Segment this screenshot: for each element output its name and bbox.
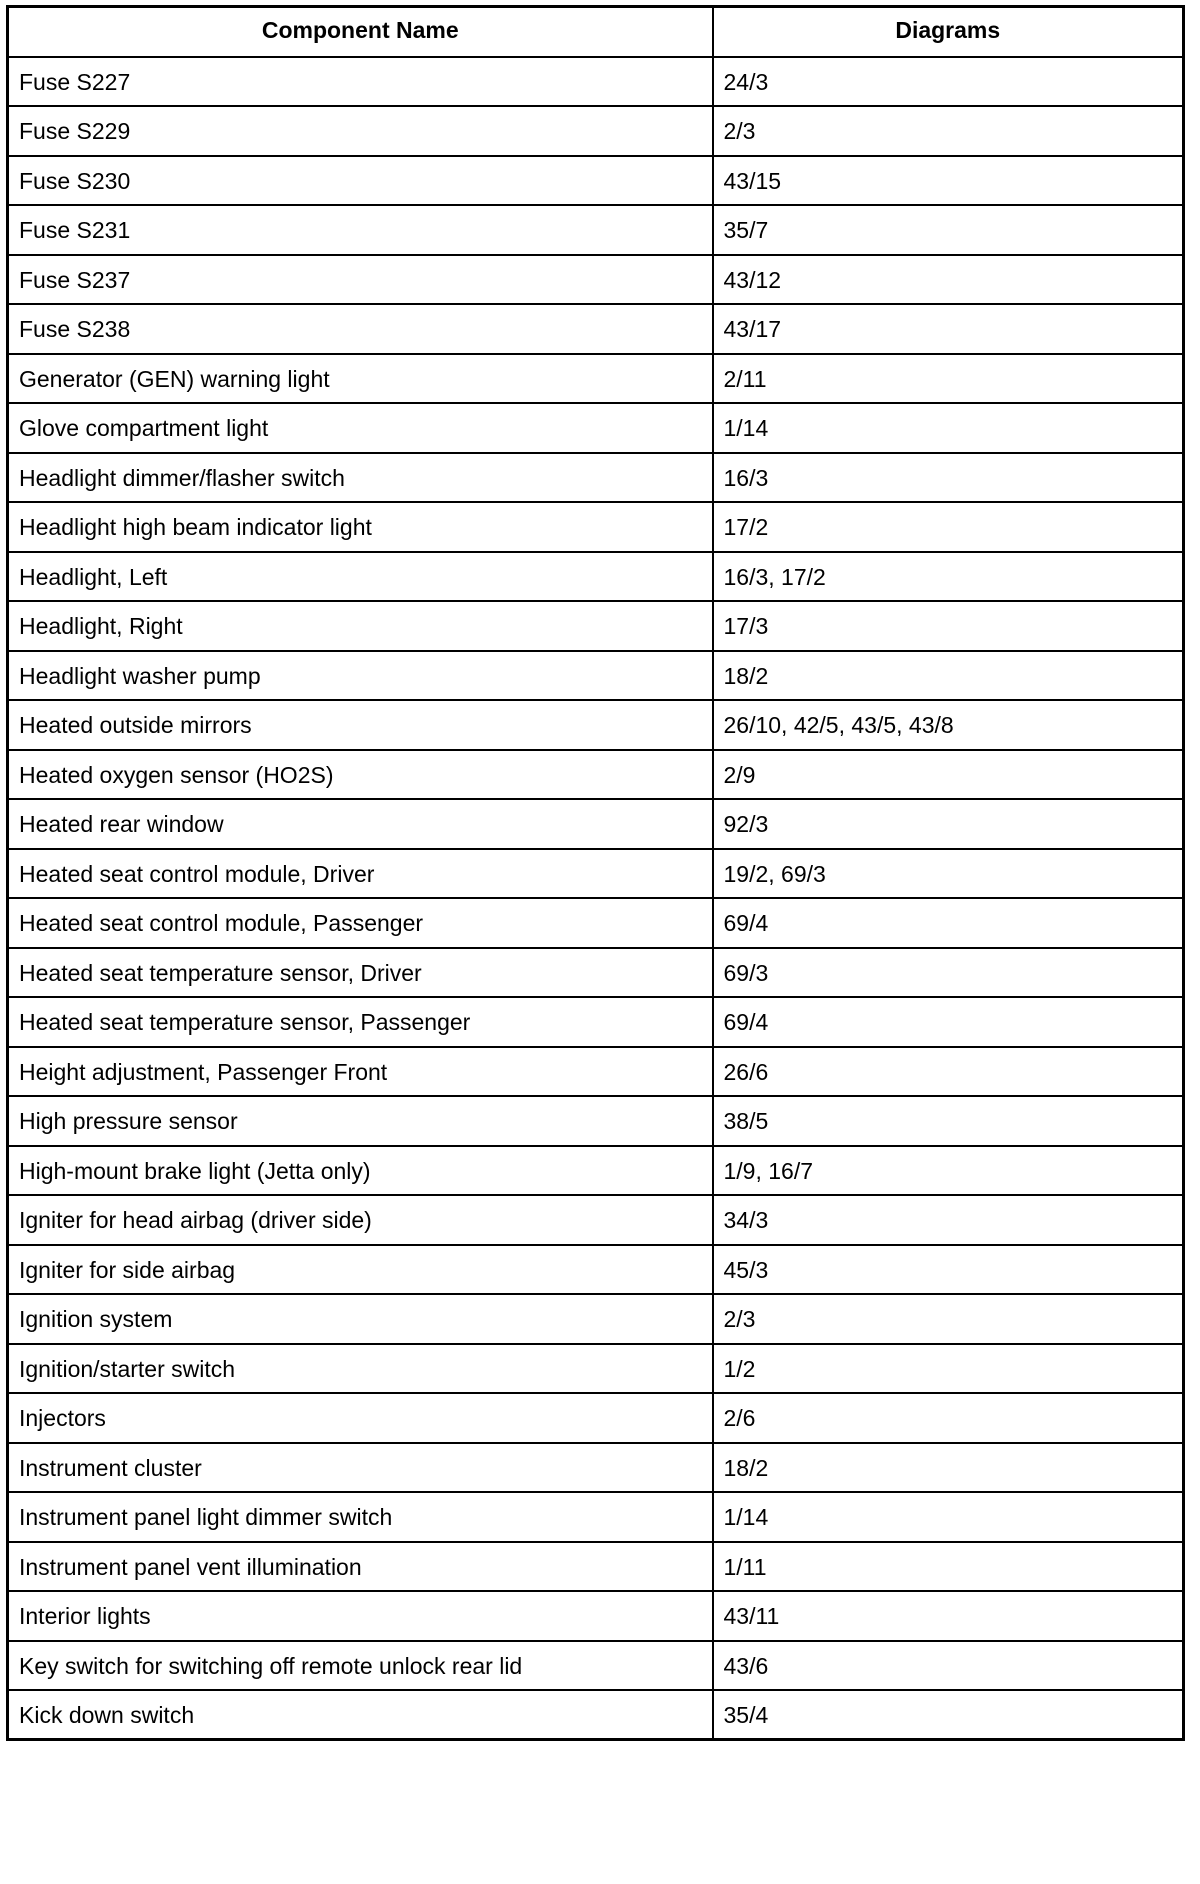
- diagrams-cell: 43/17: [713, 304, 1184, 354]
- table-row: [8, 1641, 1184, 1691]
- component-name-cell: Instrument panel light dimmer switch: [8, 1492, 713, 1542]
- component-name-cell: Heated oxygen sensor (HO2S): [8, 750, 713, 800]
- table-row: [8, 948, 1184, 998]
- table-row: [8, 205, 1184, 255]
- diagrams-cell: 2/3: [713, 1294, 1184, 1344]
- table-row: [8, 1146, 1184, 1196]
- diagrams-cell: 26/6: [713, 1047, 1184, 1097]
- table-row: [8, 1690, 1184, 1740]
- component-name-cell: Heated seat control module, Driver: [8, 849, 713, 899]
- component-name-cell: Fuse S237: [8, 255, 713, 305]
- header-component-name: Component Name: [8, 7, 713, 57]
- diagrams-cell: 1/14: [713, 403, 1184, 453]
- table-row: [8, 106, 1184, 156]
- component-diagram-table: [6, 5, 1185, 1741]
- table-row: [8, 304, 1184, 354]
- diagrams-cell: 1/2: [713, 1344, 1184, 1394]
- diagrams-cell: 26/10, 42/5, 43/5, 43/8: [713, 700, 1184, 750]
- table-row: [8, 1542, 1184, 1592]
- diagrams-cell: 2/11: [713, 354, 1184, 404]
- component-name-cell: Fuse S230: [8, 156, 713, 206]
- component-name-cell: Fuse S231: [8, 205, 713, 255]
- diagrams-cell: 43/11: [713, 1591, 1184, 1641]
- diagrams-cell: 2/9: [713, 750, 1184, 800]
- diagrams-cell: 16/3, 17/2: [713, 552, 1184, 602]
- diagrams-cell: 18/2: [713, 651, 1184, 701]
- diagrams-cell: 43/12: [713, 255, 1184, 305]
- diagrams-cell: 69/4: [713, 997, 1184, 1047]
- diagrams-cell: 69/3: [713, 948, 1184, 998]
- diagrams-cell: 43/6: [713, 1641, 1184, 1691]
- header-row: [8, 7, 1184, 57]
- component-name-cell: High-mount brake light (Jetta only): [8, 1146, 713, 1196]
- component-name-cell: Generator (GEN) warning light: [8, 354, 713, 404]
- table-row: [8, 1096, 1184, 1146]
- table-row: [8, 1591, 1184, 1641]
- component-name-cell: Fuse S227: [8, 57, 713, 107]
- component-name-cell: Heated seat control module, Passenger: [8, 898, 713, 948]
- component-name-cell: Key switch for switching off remote unlock rear lid: [8, 1641, 713, 1691]
- diagrams-cell: 38/5: [713, 1096, 1184, 1146]
- diagrams-cell: 16/3: [713, 453, 1184, 503]
- component-name-cell: Fuse S238: [8, 304, 713, 354]
- component-name-cell: Igniter for head airbag (driver side): [8, 1195, 713, 1245]
- table-row: [8, 1047, 1184, 1097]
- table-row: [8, 1195, 1184, 1245]
- diagrams-cell: 45/3: [713, 1245, 1184, 1295]
- diagrams-cell: 34/3: [713, 1195, 1184, 1245]
- diagrams-cell: 1/14: [713, 1492, 1184, 1542]
- table-row: [8, 700, 1184, 750]
- component-name-cell: Ignition/starter switch: [8, 1344, 713, 1394]
- diagrams-cell: 69/4: [713, 898, 1184, 948]
- component-name-cell: Headlight dimmer/flasher switch: [8, 453, 713, 503]
- component-name-cell: Height adjustment, Passenger Front: [8, 1047, 713, 1097]
- table-row: [8, 651, 1184, 701]
- table-row: [8, 156, 1184, 206]
- table-row: [8, 1245, 1184, 1295]
- diagrams-cell: 19/2, 69/3: [713, 849, 1184, 899]
- table-row: [8, 849, 1184, 899]
- component-name-cell: Headlight, Right: [8, 601, 713, 651]
- table-row: [8, 898, 1184, 948]
- diagrams-cell: 1/9, 16/7: [713, 1146, 1184, 1196]
- table-row: [8, 1344, 1184, 1394]
- table-row: [8, 997, 1184, 1047]
- table-row: [8, 552, 1184, 602]
- diagrams-cell: 17/3: [713, 601, 1184, 651]
- component-index-sheet: [6, 5, 1182, 1741]
- diagrams-cell: 35/7: [713, 205, 1184, 255]
- component-name-cell: Headlight, Left: [8, 552, 713, 602]
- table-row: [8, 1393, 1184, 1443]
- diagrams-cell: 43/15: [713, 156, 1184, 206]
- table-row: [8, 354, 1184, 404]
- diagrams-cell: 18/2: [713, 1443, 1184, 1493]
- header-diagrams: Diagrams: [713, 7, 1184, 57]
- diagrams-cell: 17/2: [713, 502, 1184, 552]
- table-row: [8, 403, 1184, 453]
- component-name-cell: Heated seat temperature sensor, Passenger: [8, 997, 713, 1047]
- component-name-cell: Headlight high beam indicator light: [8, 502, 713, 552]
- table-row: [8, 1294, 1184, 1344]
- diagrams-cell: 1/11: [713, 1542, 1184, 1592]
- component-name-cell: Injectors: [8, 1393, 713, 1443]
- component-name-cell: Igniter for side airbag: [8, 1245, 713, 1295]
- table-row: [8, 57, 1184, 107]
- component-name-cell: Fuse S229: [8, 106, 713, 156]
- table-row: [8, 601, 1184, 651]
- diagrams-cell: 92/3: [713, 799, 1184, 849]
- component-name-cell: Glove compartment light: [8, 403, 713, 453]
- component-name-cell: Kick down switch: [8, 1690, 713, 1740]
- table-row: [8, 1443, 1184, 1493]
- component-name-cell: Heated seat temperature sensor, Driver: [8, 948, 713, 998]
- component-name-cell: Instrument panel vent illumination: [8, 1542, 713, 1592]
- diagrams-cell: 24/3: [713, 57, 1184, 107]
- diagrams-cell: 2/6: [713, 1393, 1184, 1443]
- component-name-cell: Ignition system: [8, 1294, 713, 1344]
- component-name-cell: Instrument cluster: [8, 1443, 713, 1493]
- table-row: [8, 799, 1184, 849]
- diagrams-cell: 35/4: [713, 1690, 1184, 1740]
- table-row: [8, 750, 1184, 800]
- component-name-cell: High pressure sensor: [8, 1096, 713, 1146]
- component-name-cell: Headlight washer pump: [8, 651, 713, 701]
- table-row: [8, 502, 1184, 552]
- component-name-cell: Interior lights: [8, 1591, 713, 1641]
- table-row: [8, 255, 1184, 305]
- table-row: [8, 1492, 1184, 1542]
- table-row: [8, 453, 1184, 503]
- diagrams-cell: 2/3: [713, 106, 1184, 156]
- component-name-cell: Heated rear window: [8, 799, 713, 849]
- component-name-cell: Heated outside mirrors: [8, 700, 713, 750]
